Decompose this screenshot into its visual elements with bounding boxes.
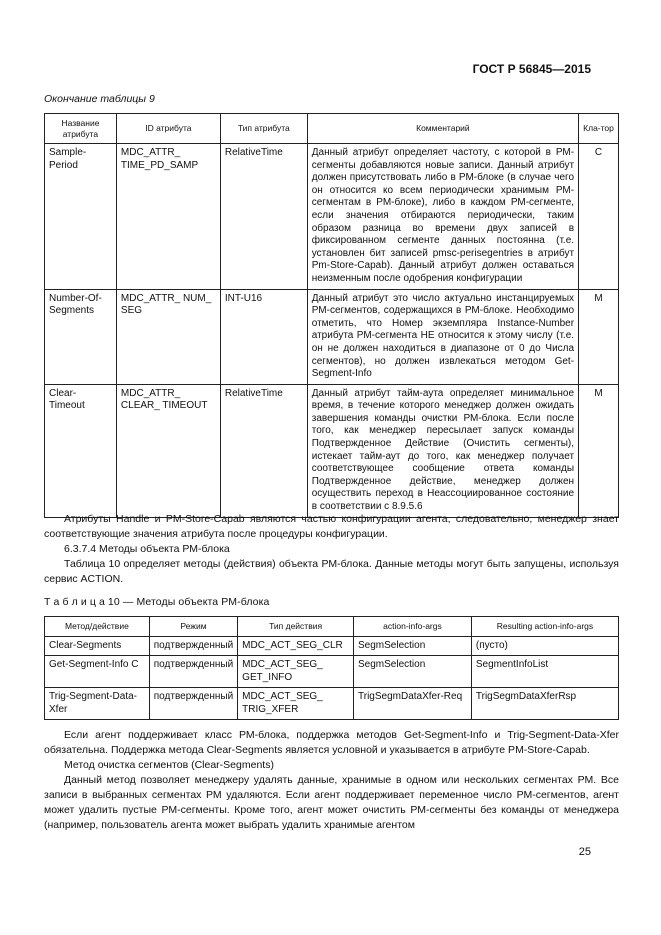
col-header-action-type: Тип действия: [238, 617, 354, 637]
col-header-mode: Режим: [149, 617, 237, 637]
table-row: [45, 636, 619, 656]
method-result: TrigSegmDataXferRsp: [471, 688, 618, 720]
paragraph: Данный метод позволяет менеджеру удалять данные, хранимые в одном или нескольких сегментах РМ. Все записи в выбранных сегментах РМ удаляются. Если агент поддерживает переменное число РМ-сегментов, агент может удалить пустые РМ-сегменты. Кроме того, агент может очистить РМ-сегменты без команды от менеджера (например, пользователь агента может выбрать удалить хранимые агентом: [44, 774, 619, 831]
method-mode: подтвержденный: [149, 688, 237, 720]
method-name: Clear-Segments: [45, 636, 150, 656]
method-mode: подтвержденный: [149, 636, 237, 656]
table-header-row: [45, 617, 619, 637]
method-action-type: MDC_ACT_SEG_ TRIG_XFER: [238, 688, 354, 720]
col-header-method: Метод/действие: [45, 617, 150, 637]
col-header-args: action-info-args: [354, 617, 472, 637]
col-header-id: ID атрибута: [116, 114, 220, 144]
table10-caption: Т а б л и ц а 10 — Методы объекта РМ-блока: [44, 596, 270, 608]
table-9: [44, 113, 619, 518]
method-args: SegmSelection: [354, 656, 472, 688]
attr-comment: Данный атрибут тайм-аута определяет минимальное время, в течение которого менеджер должен ожидать завершения команды очистки РМ-блока. Если после того, как менеджер пересылает запуск команды Подтвержденное Действие (Очистить сегменты), истекает тайм-аут до того, как менеджер получает соответствующее сообщение ответа команды Подтвержденное действие, менеджер должен осуществить переход в Неассоциированное состояние в соответствии с 8.9.5.6: [307, 384, 578, 517]
attr-comment: Данный атрибут это число актуально инстанцируемых РМ-сегментов, содержащихся в РМ-блоке. Необходимо отметить, что Номер экземпляра Instance-Number атрибута РМ-сегмента НЕ относится к этому числу (т.е. он не должен находиться в диапазоне от 0 до Числа сегментов), но должен извлекаться методом Get-Segment-Info: [307, 289, 578, 384]
col-header-name: Название атрибута: [45, 114, 117, 144]
attr-name: Clear-Timeout: [45, 384, 117, 517]
method-result: (пусто): [471, 636, 618, 656]
attr-id: MDC_ATTR_ CLEAR_ TIMEOUT: [116, 384, 220, 517]
paragraph: Если агент поддерживает класс РМ-блока, поддержка методов Get-Segment-Info и Trig-Segment-Data-Xfer обязательна. Поддержка метода Clear-Segments является условной и указывается в атрибуте PM-Store-Capab.: [44, 729, 619, 756]
section-heading: Метод очистка сегментов (Clear-Segments): [64, 759, 274, 771]
attr-id: MDC_ATTR_ TIME_PD_SAMP: [116, 144, 220, 290]
table-row: [45, 688, 619, 720]
col-header-qualifier: Кла-тор: [579, 114, 619, 144]
attr-type: INT-U16: [220, 289, 307, 384]
col-header-type: Тип атрибута: [220, 114, 307, 144]
method-name: Trig-Segment-Data-Xfer: [45, 688, 150, 720]
table-row: [45, 656, 619, 688]
method-name: Get-Segment-Info С: [45, 656, 150, 688]
table-row: [45, 144, 619, 290]
section-heading: 6.3.7.4 Методы объекта РМ-блока: [64, 543, 230, 555]
paragraph: Атрибуты Handle и PM-Store-Capab являются частью конфигурации агента, следовательно, менеджер знает соответствующие значения атрибута после процедуры конфигурации.: [44, 513, 619, 540]
col-header-comment: Комментарий: [307, 114, 578, 144]
table-10: [44, 616, 619, 720]
table-row: [45, 384, 619, 517]
page-number: 25: [578, 846, 591, 858]
method-action-type: MDC_ACT_SEG_CLR: [238, 636, 354, 656]
body-text-section: [44, 512, 619, 587]
col-header-result: Resulting action-info-args: [471, 617, 618, 637]
table9-caption: Окончание таблицы 9: [44, 93, 155, 105]
table-row: [45, 289, 619, 384]
table-header-row: [45, 114, 619, 144]
attr-qualifier: М: [579, 289, 619, 384]
attr-type: RelativeTime: [220, 384, 307, 517]
attr-comment: Данный атрибут определяет частоту, с которой в РМ-сегменты добавляются новые записи. Данный атрибут должен присутствовать либо в РМ-блоке (в случае чего он относится ко всем периодически хранимым РМ-сегментам в РМ-блоке), либо в каждом РМ-сегменте, если значения отбираются периодически, таким образом разница во времени двух записей в фиксированном сегменте данных постоянна (т.е. установлен бит записей pmsc-perisegentries в атрибут Pm-Store-Capab). Данный атрибут должен оставаться неизменным после одобрения конфигурации: [307, 144, 578, 290]
body-text-section: [44, 728, 619, 833]
method-args: SegmSelection: [354, 636, 472, 656]
attr-id: MDC_ATTR_ NUM_ SEG: [116, 289, 220, 384]
method-action-type: MDC_ACT_SEG_ GET_INFO: [238, 656, 354, 688]
method-result: SegmentInfoList: [471, 656, 618, 688]
attr-type: RelativeTime: [220, 144, 307, 290]
method-args: TrigSegmDataXfer-Req: [354, 688, 472, 720]
attr-name: Sample-Period: [45, 144, 117, 290]
paragraph: Таблица 10 определяет методы (действия) объекта РМ-блока. Данные методы могут быть запущены, используя сервис ACTION.: [44, 558, 619, 585]
method-mode: подтвержденный: [149, 656, 237, 688]
document-header: ГОСТ Р 56845—2015: [472, 62, 591, 76]
attr-name: Number-Of-Segments: [45, 289, 117, 384]
attr-qualifier: М: [579, 384, 619, 517]
attr-qualifier: С: [579, 144, 619, 290]
